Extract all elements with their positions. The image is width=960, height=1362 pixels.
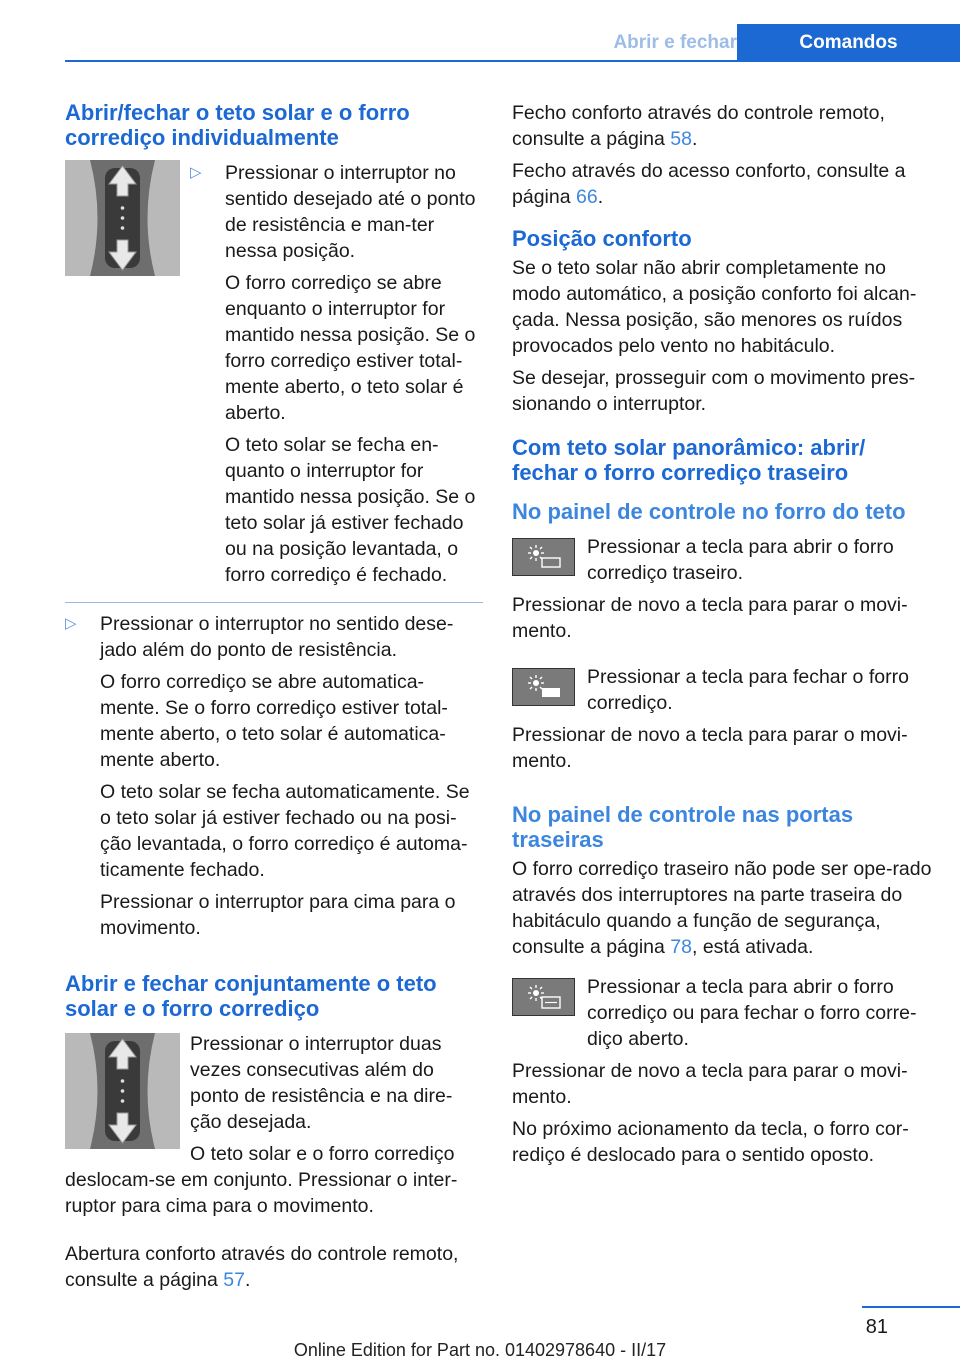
paragraph: Pressionar a tecla para fechar o forro corrediço. <box>587 666 909 714</box>
paragraph: Pressionar de novo a tecla para parar o movi-mento. <box>512 1060 908 1108</box>
text: . <box>245 1269 251 1291</box>
key-row <box>512 534 932 592</box>
page-link[interactable]: 57 <box>223 1269 245 1291</box>
paragraph: O teto solar se fecha automaticamente. Se o teto solar já estiver fechado ou na posi-ção levantada, o forro corrediço é automa-ticamente fechado. <box>100 781 470 881</box>
header-rule <box>65 60 960 62</box>
text: O forro corrediço traseiro não pode ser ope-rado através dos interruptores na parte traseira do habitáculo quando a função de segurança, consulte a página <box>512 858 932 958</box>
paragraph: Pressionar de novo a tecla para parar o movi-mento. <box>512 594 908 642</box>
paragraph: Pressionar o interruptor duas vezes consecutivas além do ponto de resistência e na dire-ção desejada. <box>190 1033 453 1133</box>
page-link[interactable]: 66 <box>575 186 598 208</box>
paragraph <box>512 100 932 152</box>
text: . <box>597 186 604 208</box>
sunshade-button-icon <box>512 978 575 1016</box>
heading-comfort: Posição conforto <box>512 226 692 251</box>
paragraph <box>512 158 932 210</box>
paragraph: Pressionar a tecla para abrir o forro corrediço traseiro. <box>587 536 894 584</box>
sunshade-button-icon <box>512 668 575 706</box>
paragraph <box>512 856 932 960</box>
switch-slider-image <box>65 1033 180 1149</box>
key-row <box>512 664 932 722</box>
paragraph-remote <box>65 1241 483 1293</box>
switch-slider-image <box>65 160 180 276</box>
left-column <box>65 100 483 1299</box>
key-row <box>512 974 932 1058</box>
paragraph: Pressionar o interruptor no sentido dese-jado além do ponto de resistência. <box>100 613 454 661</box>
bullet-list-1 <box>190 160 483 594</box>
text: , está ativada. <box>692 936 814 958</box>
individual-block <box>65 160 483 594</box>
footer-rule <box>862 1306 960 1308</box>
triangle-bullet-icon: ▷ <box>190 164 202 181</box>
paragraph: Pressionar o interruptor no sentido desejado até o ponto de resistência e man-ter nessa posição. <box>225 162 476 262</box>
heading-ceiling-panel: No painel de controle no forro do teto <box>512 499 906 524</box>
heading-door-panel: No painel de controle nas portas traseiras <box>512 802 854 852</box>
paragraph: O teto solar e o forro corrediço deslocam-se em conjunto. Pressionar o inter-ruptor para cima para o movimento. <box>65 1143 458 1217</box>
heading-panoramic: Com teto solar panorâmico: abrir/ fechar o forro corrediço traseiro <box>512 435 866 485</box>
paragraph: O teto solar se fecha en-quanto o interruptor for mantido nessa posição. Se o teto solar já estiver fechado ou na posição levantada, o forro corrediço é fechado. <box>225 434 476 586</box>
text: Fecho conforto através do controle remoto, consulte a página <box>512 102 885 150</box>
page-link[interactable]: 78 <box>670 936 692 958</box>
list-item <box>65 611 483 947</box>
text: Abertura conforto através do controle remoto, consulte a página <box>65 1243 459 1291</box>
sunshade-button-icon <box>512 538 575 576</box>
paragraph: Pressionar a tecla para abrir o forro corrediço ou para fechar o forro corre-diço aberto. <box>587 976 917 1050</box>
header-section-label: Abrir e fechar <box>613 32 737 53</box>
list-item <box>190 160 483 594</box>
page-link[interactable]: 58 <box>670 128 692 150</box>
page-number: 81 <box>865 1316 888 1338</box>
text: . <box>692 128 698 150</box>
paragraph: No próximo acionamento da tecla, o forro cor-rediço é deslocado para o sentido oposto. <box>512 1118 909 1166</box>
paragraph: Se desejar, prosseguir com o movimento pres-sionando o interruptor. <box>512 367 916 415</box>
text: Fecho através do acesso conforto, consulte a página <box>512 160 906 208</box>
divider <box>65 602 483 603</box>
triangle-bullet-icon: ▷ <box>65 615 77 632</box>
paragraph: O forro corrediço se abre automatica-mente. Se o forro corrediço estiver total-mente aberto, o teto solar é automatica-mente aberto. <box>100 671 448 771</box>
edition-text: Online Edition for Part no. 01402978640 - II/17 <box>293 1340 667 1360</box>
right-column <box>512 100 932 1174</box>
heading-joint: Abrir e fechar conjuntamente o teto solar e o forro corrediço <box>65 971 437 1021</box>
paragraph: Se o teto solar não abrir completamente no modo automático, a posição conforto foi alcan-çada. Nessa posição, são menores os ruídos provocados pelo vento no habitáculo. <box>512 257 917 357</box>
paragraph: Pressionar o interruptor para cima para o movimento. <box>100 891 456 939</box>
paragraph: O forro corrediço se abre enquanto o interruptor for mantido nessa posição. Se o forro corrediço estiver total-mente aberto, o teto solar é aberto. <box>225 272 476 424</box>
header-tab-comandos: Comandos <box>737 24 960 62</box>
paragraph: Pressionar de novo a tecla para parar o movi-mento. <box>512 724 908 772</box>
heading-individual: Abrir/fechar o teto solar e o forro corrediço individualmente <box>65 100 410 150</box>
